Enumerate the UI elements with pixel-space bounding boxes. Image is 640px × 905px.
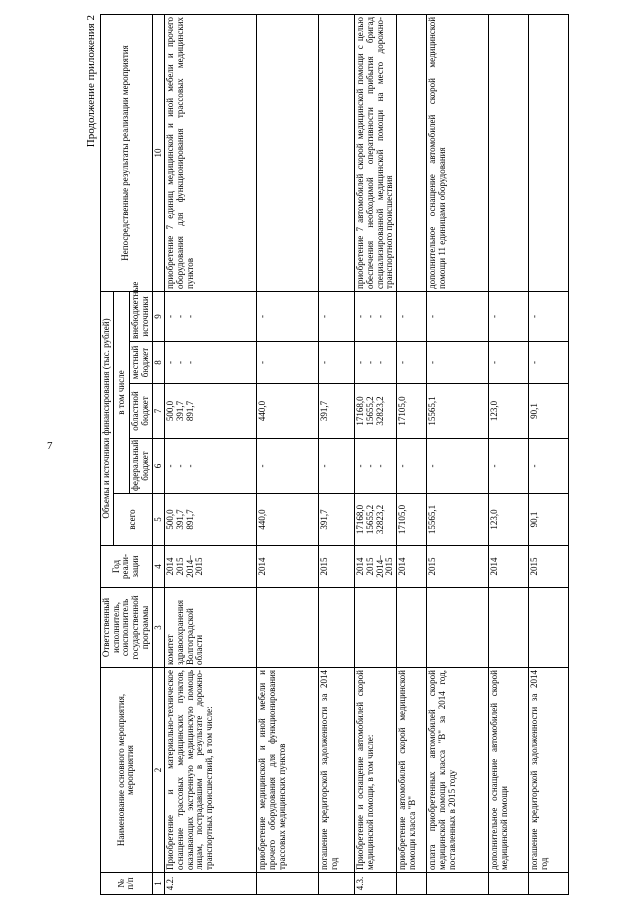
row-federal xyxy=(319,439,355,494)
table-row xyxy=(397,14,427,894)
row-regional-value: 17168,0 xyxy=(355,396,366,426)
row-executor xyxy=(489,588,529,668)
row-name: погашение кредиторской задолженности за 2014 год xyxy=(319,668,355,873)
row-years-value: 2014 xyxy=(257,557,268,576)
row-number xyxy=(489,873,529,895)
row-extra-value: - xyxy=(257,314,268,318)
table-row xyxy=(489,14,529,894)
row-extra-value: - xyxy=(365,314,376,318)
row-federal xyxy=(427,439,489,494)
col-number: 3 xyxy=(152,588,165,668)
row-local xyxy=(355,342,397,384)
row-years-value: 2014 xyxy=(397,557,408,576)
row-total xyxy=(165,494,257,546)
row-local-value: - xyxy=(489,361,500,364)
row-regional xyxy=(397,384,427,439)
row-federal-value: - xyxy=(257,464,268,468)
row-regional xyxy=(427,384,489,439)
header-local: местный бюджет xyxy=(130,342,152,384)
row-federal xyxy=(165,439,257,494)
header-name: Наименование основного мероприятия, мероприятия xyxy=(101,668,153,873)
row-federal-value: - xyxy=(529,464,540,468)
row-regional xyxy=(489,384,529,439)
table-row xyxy=(427,14,489,894)
row-result: приобретение 7 единиц медицинской и иной мебели и прочего оборудования для функционирования трассовых медицинских пунктов xyxy=(165,14,257,291)
row-total-value: 123,0 xyxy=(489,509,500,530)
row-regional-value: 123,0 xyxy=(489,400,500,422)
row-local-value: - xyxy=(397,361,408,364)
row-years xyxy=(319,546,355,588)
row-regional xyxy=(319,384,355,439)
col-number: 6 xyxy=(152,439,165,494)
row-years xyxy=(427,546,489,588)
row-federal xyxy=(257,439,319,494)
row-executor xyxy=(355,588,397,668)
row-result xyxy=(397,14,427,291)
row-years xyxy=(257,546,319,588)
row-number: 4.3. xyxy=(355,873,397,895)
row-regional-value: 891,7 xyxy=(184,400,195,422)
row-federal-value: - xyxy=(355,464,366,468)
row-regional-value: 391,7 xyxy=(175,400,186,422)
row-federal xyxy=(355,439,397,494)
row-local-value: - xyxy=(529,361,540,364)
row-regional-value: 500,0 xyxy=(165,400,176,422)
row-executor xyxy=(529,588,569,668)
row-local-value: - xyxy=(427,361,438,364)
row-regional-value: 32823,2 xyxy=(374,396,385,426)
col-number: 10 xyxy=(152,14,165,291)
table-row xyxy=(257,14,319,894)
col-number: 8 xyxy=(152,342,165,384)
appendix-title: Продолжение приложения 2 xyxy=(85,15,97,148)
row-number xyxy=(427,873,489,895)
row-total-value: 15565,1 xyxy=(427,504,438,535)
row-name: оплата приобретенных автомобилей скорой медицинской помощи класса "В" за 2014 год, поставленных в 2015 году xyxy=(427,668,489,873)
row-federal xyxy=(489,439,529,494)
rotated-page-content xyxy=(80,15,630,895)
row-executor xyxy=(427,588,489,668)
row-local xyxy=(397,342,427,384)
row-extra xyxy=(257,291,319,341)
row-local-value: - xyxy=(319,361,330,364)
row-total xyxy=(397,494,427,546)
row-years xyxy=(355,546,397,588)
col-number: 1 xyxy=(152,873,165,895)
row-federal-value: - xyxy=(489,464,500,468)
row-executor xyxy=(397,588,427,668)
row-extra-value: - xyxy=(529,314,540,318)
row-extra-value: - xyxy=(165,314,176,318)
row-years-value: 2014–2015 xyxy=(184,555,205,578)
funding-table xyxy=(100,14,569,895)
row-years-value: 2014 xyxy=(355,557,366,576)
header-incl: в том числе xyxy=(113,291,129,493)
row-number xyxy=(319,873,355,895)
row-years xyxy=(489,546,529,588)
row-extra-value: - xyxy=(397,314,408,318)
row-executor xyxy=(319,588,355,668)
row-years xyxy=(397,546,427,588)
row-extra xyxy=(529,291,569,341)
row-years-value: 2015 xyxy=(319,557,330,576)
row-years-value: 2014 xyxy=(165,557,176,576)
row-extra-value: - xyxy=(489,314,500,318)
table-row xyxy=(355,14,397,894)
row-years-value: 2014 xyxy=(489,557,500,576)
row-extra xyxy=(355,291,397,341)
row-extra xyxy=(165,291,257,341)
row-local xyxy=(257,342,319,384)
row-local xyxy=(165,342,257,384)
row-executor xyxy=(257,588,319,668)
row-years xyxy=(165,546,257,588)
row-local-value: - xyxy=(365,361,376,364)
row-local xyxy=(529,342,569,384)
row-extra-value: - xyxy=(184,314,195,318)
row-extra-value: - xyxy=(374,314,385,318)
row-local xyxy=(427,342,489,384)
header-total: всего xyxy=(113,494,152,546)
row-total-value: 17168,0 xyxy=(355,504,366,535)
row-federal-value: - xyxy=(319,464,330,468)
row-total-value: 891,7 xyxy=(184,509,195,530)
row-name: Приобретение и оснащение автомобилей скорой медицинской помощи, в том числе: xyxy=(355,668,397,873)
row-total-value: 391,7 xyxy=(175,509,186,530)
col-number: 9 xyxy=(152,291,165,341)
row-result xyxy=(529,14,569,291)
row-federal-value: - xyxy=(175,464,186,468)
row-federal-value: - xyxy=(427,464,438,468)
row-extra-value: - xyxy=(427,314,438,318)
row-result xyxy=(489,14,529,291)
row-number xyxy=(397,873,427,895)
row-extra-value: - xyxy=(355,314,366,318)
row-total-value: 17105,0 xyxy=(397,504,408,535)
row-federal-value: - xyxy=(184,464,195,468)
row-regional-value: 90,1 xyxy=(529,403,540,419)
row-federal xyxy=(397,439,427,494)
row-years-value: 2015 xyxy=(175,557,186,576)
row-result xyxy=(257,14,319,291)
row-regional xyxy=(257,384,319,439)
row-result: дополнительное оснащение автомобилей скорой медицинской помощи 11 единицами оборудования xyxy=(427,14,489,291)
row-name: приобретение медицинской и иной мебели и прочего оборудования для функционирования трассовых медицинских пунктов xyxy=(257,668,319,873)
row-extra xyxy=(319,291,355,341)
row-years-value: 2015 xyxy=(529,557,540,576)
header-results: Непосредственные результаты реализации мероприятия xyxy=(101,14,153,291)
header-federal: федеральный бюджет xyxy=(130,439,152,494)
row-regional xyxy=(529,384,569,439)
row-regional-value: 15565,1 xyxy=(427,396,438,426)
row-result: приобретение 7 автомобилей скорой медицинской помощи с целью обеспечения необходимой оперативности прибытия бригад специализированной медицинской помощи на место дорожно-транспортного происшествия xyxy=(355,14,397,291)
row-number: 4.2. xyxy=(165,873,257,895)
col-number: 5 xyxy=(152,494,165,546)
row-name: приобретение автомобилей скорой медицинской помощи класса "В" xyxy=(397,668,427,873)
row-local xyxy=(319,342,355,384)
row-regional xyxy=(165,384,257,439)
row-extra xyxy=(489,291,529,341)
row-total-value: 15655,2 xyxy=(365,504,376,535)
table-row xyxy=(319,14,355,894)
page-number: 7 xyxy=(47,440,53,452)
header-extra: внебюджетные источники xyxy=(130,291,152,341)
row-result xyxy=(319,14,355,291)
row-federal-value: - xyxy=(397,464,408,468)
row-local-value: - xyxy=(165,361,176,364)
row-local-value: - xyxy=(257,361,268,364)
row-federal-value: - xyxy=(374,464,385,468)
row-total xyxy=(489,494,529,546)
col-number: 2 xyxy=(152,668,165,873)
row-regional-value: 15655,2 xyxy=(365,396,376,426)
row-extra xyxy=(427,291,489,341)
row-extra-value: - xyxy=(175,314,186,318)
row-name: Приобретение и материально-техническое оснащение трассовых медицинских пунктов, оказывающих экстренную медицинскую помощь лицам, пострадавшим в результате дорожно-транспортных происшествий, в том числе: xyxy=(165,668,257,873)
row-total-value: 440,0 xyxy=(257,509,268,530)
table-row xyxy=(529,14,569,894)
row-federal xyxy=(529,439,569,494)
header-year: Год реали-зации xyxy=(101,546,153,588)
row-number xyxy=(529,873,569,895)
row-years-value: 2014–2015 xyxy=(374,555,395,578)
row-total-value: 391,7 xyxy=(319,509,330,530)
header-regional: областной бюджет xyxy=(130,384,152,439)
row-federal-value: - xyxy=(365,464,376,468)
header-executor: Ответственный исполнитель, соисполнитель государственной программы xyxy=(101,588,153,668)
row-name: погашение кредиторской задолженности за 2014 год xyxy=(529,668,569,873)
row-local-value: - xyxy=(175,361,186,364)
row-total xyxy=(319,494,355,546)
row-local-value: - xyxy=(374,361,385,364)
row-years-value: 2015 xyxy=(427,557,438,576)
row-total xyxy=(427,494,489,546)
col-number: 7 xyxy=(152,384,165,439)
row-regional-value: 17105,0 xyxy=(397,396,408,426)
row-federal-value: - xyxy=(165,464,176,468)
row-regional xyxy=(355,384,397,439)
row-total-value: 500,0 xyxy=(165,509,176,530)
row-years xyxy=(529,546,569,588)
row-years-value: 2015 xyxy=(365,557,376,576)
header-funding-group: Объемы и источники финансирования (тыс. рублей) xyxy=(101,291,114,545)
row-number xyxy=(257,873,319,895)
table-row xyxy=(165,14,257,894)
row-regional-value: 440,0 xyxy=(257,400,268,422)
row-extra-value: - xyxy=(319,314,330,318)
row-extra xyxy=(397,291,427,341)
row-executor: комитет здравоохранения Волгоградской области xyxy=(165,588,257,668)
header-num: № п/п xyxy=(101,873,153,895)
row-name: дополнительное оснащение автомобилей скорой медицинской помощи xyxy=(489,668,529,873)
table-body xyxy=(165,14,569,894)
row-total xyxy=(257,494,319,546)
row-local-value: - xyxy=(355,361,366,364)
col-number: 4 xyxy=(152,546,165,588)
row-local-value: - xyxy=(184,361,195,364)
row-total-value: 90,1 xyxy=(529,511,540,528)
row-local xyxy=(489,342,529,384)
row-regional-value: 391,7 xyxy=(319,400,330,422)
row-total xyxy=(529,494,569,546)
row-total xyxy=(355,494,397,546)
row-total-value: 32823,2 xyxy=(374,504,385,535)
